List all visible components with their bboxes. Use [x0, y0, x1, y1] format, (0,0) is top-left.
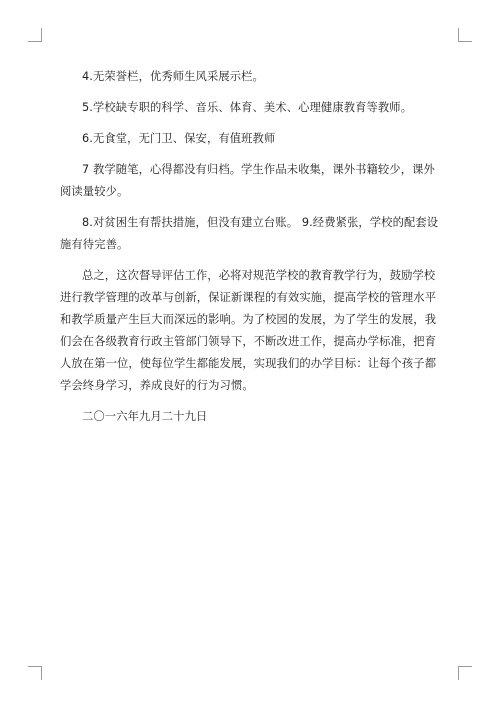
paragraph-poverty-support: 8.对贫困生有帮扶措施，但没有建立台账。 9.经费紧张，学校的配套设施有待完善。 — [60, 216, 439, 251]
paragraph-no-honor-board: 4.无荣誉栏，优秀师生风采展示栏。 — [82, 70, 264, 83]
paragraph-no-canteen: 6.无食堂，无门卫、保安，有值班教师 — [82, 132, 276, 145]
paragraph-teacher-shortage: 5.学校缺专职的科学、音乐、体育、美术、心理健康教育等教师。 — [82, 101, 413, 114]
page-corner-mark-top-left — [28, 28, 42, 42]
page-corner-mark-top-right — [458, 28, 472, 42]
paragraph-teaching-notes: 7 教学随笔，心得都没有归档。学生作品未收集，课外书籍较少，课外阅读量较少。 — [60, 163, 435, 198]
page-corner-mark-bottom-left — [28, 666, 42, 680]
page-corner-mark-bottom-right — [458, 666, 472, 680]
document-date: 二〇一六年九月二十九日 — [82, 410, 208, 423]
document-body — [60, 66, 446, 437]
paragraph-conclusion: 总之，这次督导评估工作，必将对规范学校的教育教学行为，鼓励学校进行教学管理的改革与创新，保证新课程的有效实施，提高学校的管理水平和教学质量产生巨大而深远的影响。为了校园的发展，为了学生的发展，我们会在各级教育行政主管部门领导下，不断改进工作，提高办学标准，把育人放在第一位，使每位学生都能发展，实现我们的办学目标：让每个孩子都学会终身学习，养成良好的行为习惯。 — [60, 269, 437, 392]
